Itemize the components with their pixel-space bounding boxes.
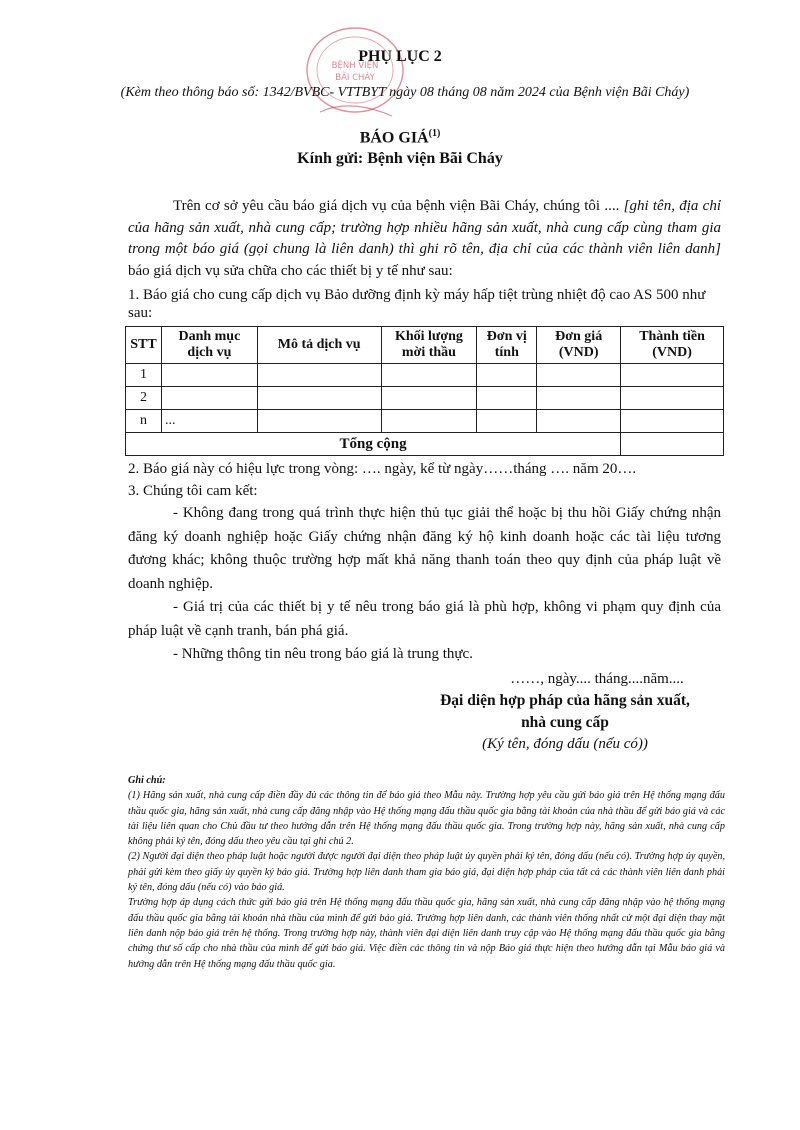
intro-text-2: báo giá dịch vụ sửa chữa cho các thiết bị y tế như sau:	[128, 262, 453, 279]
hospital-stamp	[300, 20, 410, 120]
commitment-2: - Giá trị của các thiết bị y tế nêu trong báo giá là phù hợp, không vi phạm quy định của pháp luật về cạnh tranh, bán phá giá.	[128, 599, 721, 639]
table-cell	[257, 364, 381, 387]
table-cell	[381, 410, 477, 433]
table-cell	[257, 387, 381, 410]
note-1: (1) Hãng sản xuất, nhà cung cấp điền đầy đủ các thông tin để báo giá theo Mẫu này. Trường hợp yêu cầu gửi báo giá trên Hệ thống mạng đấu thầu quốc gia, hãng sản xuất, nhà cung cấp đăng nhập vào Hệ thống mạng đấu thầu quốc gia bằng tài khoản của nhà thầu để gửi báo giá và các tài liệu liên quan cho Chủ đầu tư theo hướng dẫn trên Hệ thống mạng đấu thầu quốc gia. Trong trường hợp này, hãng sản xuất, nhà cung cấp không phải ký tên, đóng dấu theo yêu cầu tại ghi chú 2.	[128, 790, 725, 848]
col-header-unit: Đơn vị tính	[477, 327, 537, 364]
signature-date-line: ……, ngày.... tháng....năm....	[510, 671, 684, 687]
quote-title	[0, 128, 800, 147]
table-cell	[477, 387, 537, 410]
table-cell	[257, 410, 381, 433]
commitment-3: - Những thông tin nêu trong báo giá là trung thực.	[173, 646, 473, 662]
notes-section	[128, 773, 725, 972]
table-row	[126, 364, 724, 387]
table-cell	[381, 387, 477, 410]
intro-text-italic: [ghi tên, địa chỉ của hãng sản xuất, nhà cung cấp; trường hợp nhiều hãng sản xuất, nhà cung cấp cùng tham gia trong một báo giá (gọi chung là liên danh) thì ghi rõ tên, địa chỉ của các thành viên liên danh]	[128, 198, 721, 257]
stamp-line1: BỆNH VIỆN	[331, 61, 379, 71]
total-label: Tổng cộng	[126, 433, 621, 456]
table-cell	[537, 410, 621, 433]
quote-title-text: BÁO GIÁ	[359, 129, 429, 147]
table-cell	[477, 364, 537, 387]
col-header-quantity: Khối lượng mời thầu	[381, 327, 477, 364]
recipient-line: Kính gửi: Bệnh viện Bãi Cháy	[297, 150, 503, 167]
intro-text-1: Trên cơ sở yêu cầu báo giá dịch vụ của bệnh viện Bãi Cháy, chúng tôi ....	[173, 198, 624, 214]
quote-table	[125, 326, 724, 456]
table-cell: 1	[126, 364, 162, 387]
item-1: 1. Báo giá cho cung cấp dịch vụ Bảo dưỡng định kỳ máy hấp tiệt trùng nhiệt độ cao AS 500 như sau:	[128, 287, 706, 321]
table-cell	[381, 364, 477, 387]
signature-title-line1: Đại diện hợp pháp của hãng sản xuất,	[440, 692, 690, 709]
col-header-service: Danh mục dịch vụ	[161, 327, 257, 364]
commitment-1: - Không đang trong quá trình thực hiện thủ tục giải thể hoặc bị thu hồi Giấy chứng nhận đăng ký doanh nghiệp hoặc Giấy chứng nhận đăng ký hộ kinh doanh hoặc các tài liệu tương đương khác; không thuộc trường hợp mất khả năng thanh toán theo quy định của pháp luật về doanh nghiệp.	[128, 505, 721, 592]
total-value-cell	[621, 433, 724, 456]
table-cell	[161, 387, 257, 410]
note-3: Trường hợp áp dụng cách thức gửi báo giá trên Hệ thống mạng đấu thầu quốc gia, hãng sản xuất, nhà cung cấp đăng nhập vào hệ thống mạng đấu thầu quốc gia bằng tài khoản nhà thầu của mình để gửi báo giá. Trường hợp liên danh, các thành viên thống nhất cử một đại diện thay mặt liên danh nộp báo giá trên hệ thống. Trong trường hợp này, thành viên đại diện liên danh truy cập vào Hệ thống mạng đấu thầu quốc gia bằng chứng thư số cấp cho nhà thầu của mình để gửi báo giá. Việc điền các thông tin và nộp Báo giá thực hiện theo hướng dẫn tại Mẫu báo giá và hướng dẫn trên Hệ thống mạng đấu thầu quốc gia.	[128, 897, 725, 970]
note-2: (2) Người đại diện theo pháp luật hoặc người được người đại diện theo pháp luật ủy quyền phải ký tên, đóng dấu (nếu có). Trường hợp ủy quyền, phải gửi kèm theo giấy ủy quyền ký báo giá. Trường hợp liên danh tham gia báo giá, đại diện hợp pháp của tất cả các thành viên liên danh phải ký tên, đóng dấu (nếu có) vào báo giá.	[128, 851, 725, 894]
signature-title-line2: nhà cung cấp	[521, 714, 609, 731]
table-header-row	[126, 327, 724, 364]
notes-title: Ghi chú:	[128, 775, 166, 786]
col-header-description: Mô tả dịch vụ	[257, 327, 381, 364]
item-3: 3. Chúng tôi cam kết:	[128, 483, 258, 499]
intro-paragraph	[128, 196, 721, 282]
quote-title-footnote: (1)	[428, 128, 441, 139]
table-cell	[161, 364, 257, 387]
table-total-row	[126, 433, 724, 456]
appendix-subtitle: (Kèm theo thông báo số: 1342/BVBC- VTTBYT ngày 08 tháng 08 năm 2024 của Bệnh viện Bãi Cháy)	[120, 85, 690, 100]
table-cell	[537, 387, 621, 410]
item-2: 2. Báo giá này có hiệu lực trong vòng: …. ngày, kể từ ngày……tháng …. năm 20….	[128, 461, 637, 477]
signature-note: (Ký tên, đóng dấu (nếu có))	[482, 736, 648, 752]
stamp-line2: BÃI CHÁY	[335, 73, 375, 83]
table-row	[126, 387, 724, 410]
table-cell: ...	[161, 410, 257, 433]
table-cell: 2	[126, 387, 162, 410]
table-cell	[537, 364, 621, 387]
col-header-amount: Thành tiền (VND)	[621, 327, 724, 364]
table-cell	[477, 410, 537, 433]
col-header-unit-price: Đơn giá (VND)	[537, 327, 621, 364]
table-cell	[621, 364, 724, 387]
table-cell: n	[126, 410, 162, 433]
table-row	[126, 410, 724, 433]
appendix-title: PHỤ LỤC 2	[358, 48, 442, 65]
table-cell	[621, 410, 724, 433]
table-cell	[621, 387, 724, 410]
col-header-stt: STT	[126, 327, 162, 364]
